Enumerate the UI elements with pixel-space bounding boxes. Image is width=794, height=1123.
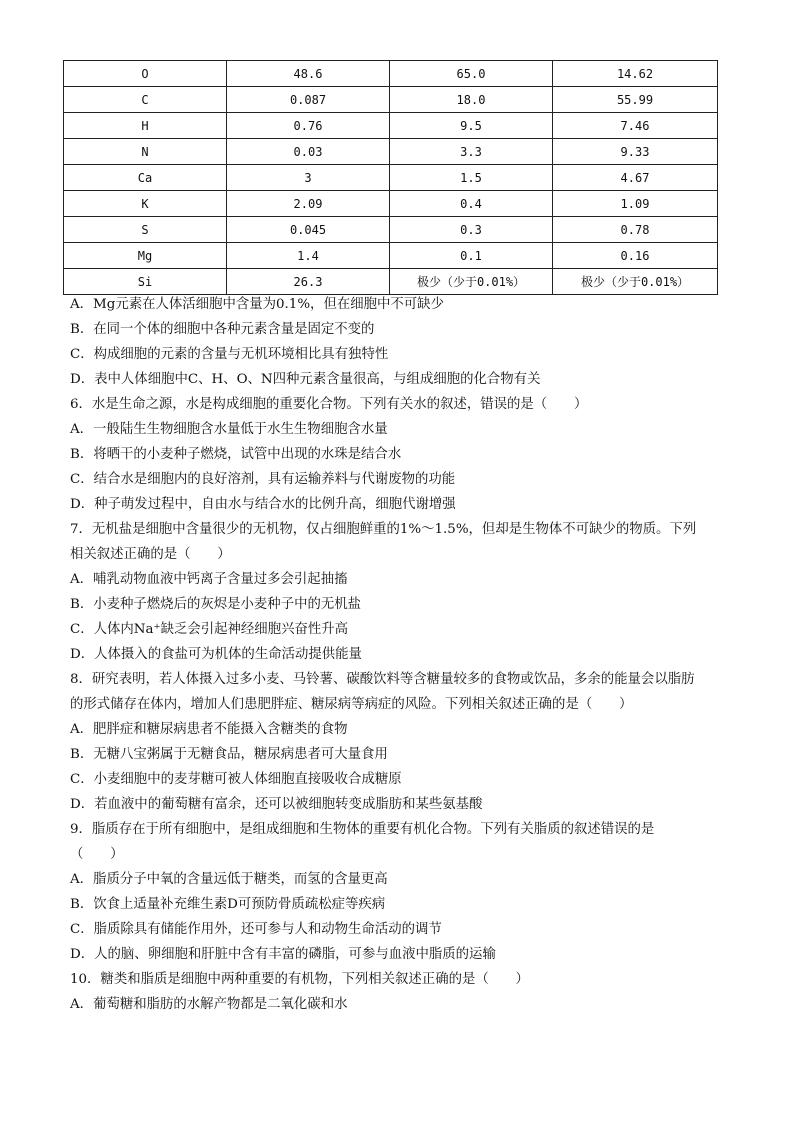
value-cell: 4.67	[553, 165, 718, 191]
text-line: 相关叙述正确的是（ ）	[70, 547, 231, 562]
table-row	[64, 87, 718, 113]
text-line: D．表中人体细胞中C、H、O、N四种元素含量很高，与组成细胞的化合物有关	[70, 372, 541, 387]
value-cell: 3.3	[390, 139, 553, 165]
element-symbol-cell: O	[64, 61, 227, 87]
text-line: （ ）	[70, 847, 124, 862]
value-cell: 2.09	[227, 191, 390, 217]
question-text-block	[70, 292, 730, 1017]
text-line: 的形式储存在体内，增加人们患肥胖症、糖尿病等病症的风险。下列相关叙述正确的是（ ）	[70, 697, 633, 712]
element-symbol-cell: K	[64, 191, 227, 217]
value-cell: 0.1	[390, 243, 553, 269]
text-line: A．脂质分子中氧的含量远低于糖类，而氢的含量更高	[70, 872, 388, 887]
text-line: A．一般陆生生物细胞含水量低于水生生物细胞含水量	[70, 422, 388, 437]
text-line: D．人的脑、卵细胞和肝脏中含有丰富的磷脂，可参与血液中脂质的运输	[70, 947, 496, 962]
text-line: D．人体摄入的食盐可为机体的生命活动提供能量	[70, 647, 362, 662]
value-cell: 18.0	[390, 87, 553, 113]
value-cell: 0.16	[553, 243, 718, 269]
table-body	[64, 61, 718, 295]
text-line: B．在同一个体的细胞中各种元素含量是固定不变的	[70, 322, 375, 337]
element-symbol-cell: Ca	[64, 165, 227, 191]
value-cell: 3	[227, 165, 390, 191]
element-symbol-cell: Mg	[64, 243, 227, 269]
text-line: D．若血液中的葡萄糖有富余，还可以被细胞转变成脂肪和某些氨基酸	[70, 797, 483, 812]
value-cell: 1.5	[390, 165, 553, 191]
text-line: 8．研究表明，若人体摄入过多小麦、马铃薯、碳酸饮料等含糖量较多的食物或饮品，多余的能量会以脂肪	[70, 672, 695, 687]
value-cell: 14.62	[553, 61, 718, 87]
value-cell: 0.03	[227, 139, 390, 165]
value-cell: 0.087	[227, 87, 390, 113]
table-row	[64, 191, 718, 217]
text-line: B．小麦种子燃烧后的灰烬是小麦种子中的无机盐	[70, 597, 362, 612]
text-line: A．哺乳动物血液中钙离子含量过多会引起抽搐	[70, 572, 348, 587]
value-cell: 0.78	[553, 217, 718, 243]
table-row	[64, 165, 718, 191]
text-line: A．葡萄糖和脂肪的水解产物都是二氧化碳和水	[70, 997, 348, 1012]
element-symbol-cell: S	[64, 217, 227, 243]
value-cell: 65.0	[390, 61, 553, 87]
text-line: 10．糖类和脂质是细胞中两种重要的有机物，下列相关叙述正确的是（ ）	[70, 972, 529, 987]
text-line: C．结合水是细胞内的良好溶剂，具有运输养料与代谢废物的功能	[70, 472, 456, 487]
table-row	[64, 113, 718, 139]
text-line: 6．水是生命之源，水是构成细胞的重要化合物。下列有关水的叙述，错误的是（ ）	[70, 397, 588, 412]
text-line: C．构成细胞的元素的含量与无机环境相比具有独特性	[70, 347, 389, 362]
value-cell: 26.3	[227, 269, 390, 295]
text-line: D．种子萌发过程中，自由水与结合水的比例升高，细胞代谢增强	[70, 497, 456, 512]
text-line: C．脂质除具有储能作用外，还可参与人和动物生命活动的调节	[70, 922, 442, 937]
text-line: A．Mg元素在人体活细胞中含量为0.1%，但在细胞中不可缺少	[70, 297, 444, 312]
value-cell: 55.99	[553, 87, 718, 113]
value-cell: 9.5	[390, 113, 553, 139]
value-cell: 0.3	[390, 217, 553, 243]
value-cell: 48.6	[227, 61, 390, 87]
value-cell: 0.76	[227, 113, 390, 139]
value-cell: 7.46	[553, 113, 718, 139]
element-symbol-cell: H	[64, 113, 227, 139]
value-cell: 极少（少于0.01%）	[390, 269, 553, 295]
value-cell: 1.4	[227, 243, 390, 269]
table-row	[64, 269, 718, 295]
element-symbol-cell: Si	[64, 269, 227, 295]
table-row	[64, 217, 718, 243]
text-line: A．肥胖症和糖尿病患者不能摄入含糖类的食物	[70, 722, 348, 737]
element-content-table	[63, 60, 718, 295]
text-line: C．小麦细胞中的麦芽糖可被人体细胞直接吸收合成糖原	[70, 772, 402, 787]
text-line: C．人体内Na⁺缺乏会引起神经细胞兴奋性升高	[70, 622, 349, 637]
table-row	[64, 139, 718, 165]
element-symbol-cell: N	[64, 139, 227, 165]
value-cell: 1.09	[553, 191, 718, 217]
element-symbol-cell: C	[64, 87, 227, 113]
value-cell: 9.33	[553, 139, 718, 165]
value-cell: 0.4	[390, 191, 553, 217]
text-line: B．将晒干的小麦种子燃烧，试管中出现的水珠是结合水	[70, 447, 402, 462]
table-row	[64, 243, 718, 269]
text-line: 9．脂质存在于所有细胞中，是组成细胞和生物体的重要有机化合物。下列有关脂质的叙述错误的是	[70, 822, 655, 837]
text-line: B．无糖八宝粥属于无糖食品，糖尿病患者可大量食用	[70, 747, 388, 762]
value-cell: 0.045	[227, 217, 390, 243]
value-cell: 极少（少于0.01%）	[553, 269, 718, 295]
text-line: B．饮食上适量补充维生素D可预防骨质疏松症等疾病	[70, 897, 386, 912]
table-row	[64, 61, 718, 87]
text-line: 7．无机盐是细胞中含量很少的无机物，仅占细胞鲜重的1%～1.5%，但却是生物体不可缺少的物质。下列	[70, 522, 697, 537]
